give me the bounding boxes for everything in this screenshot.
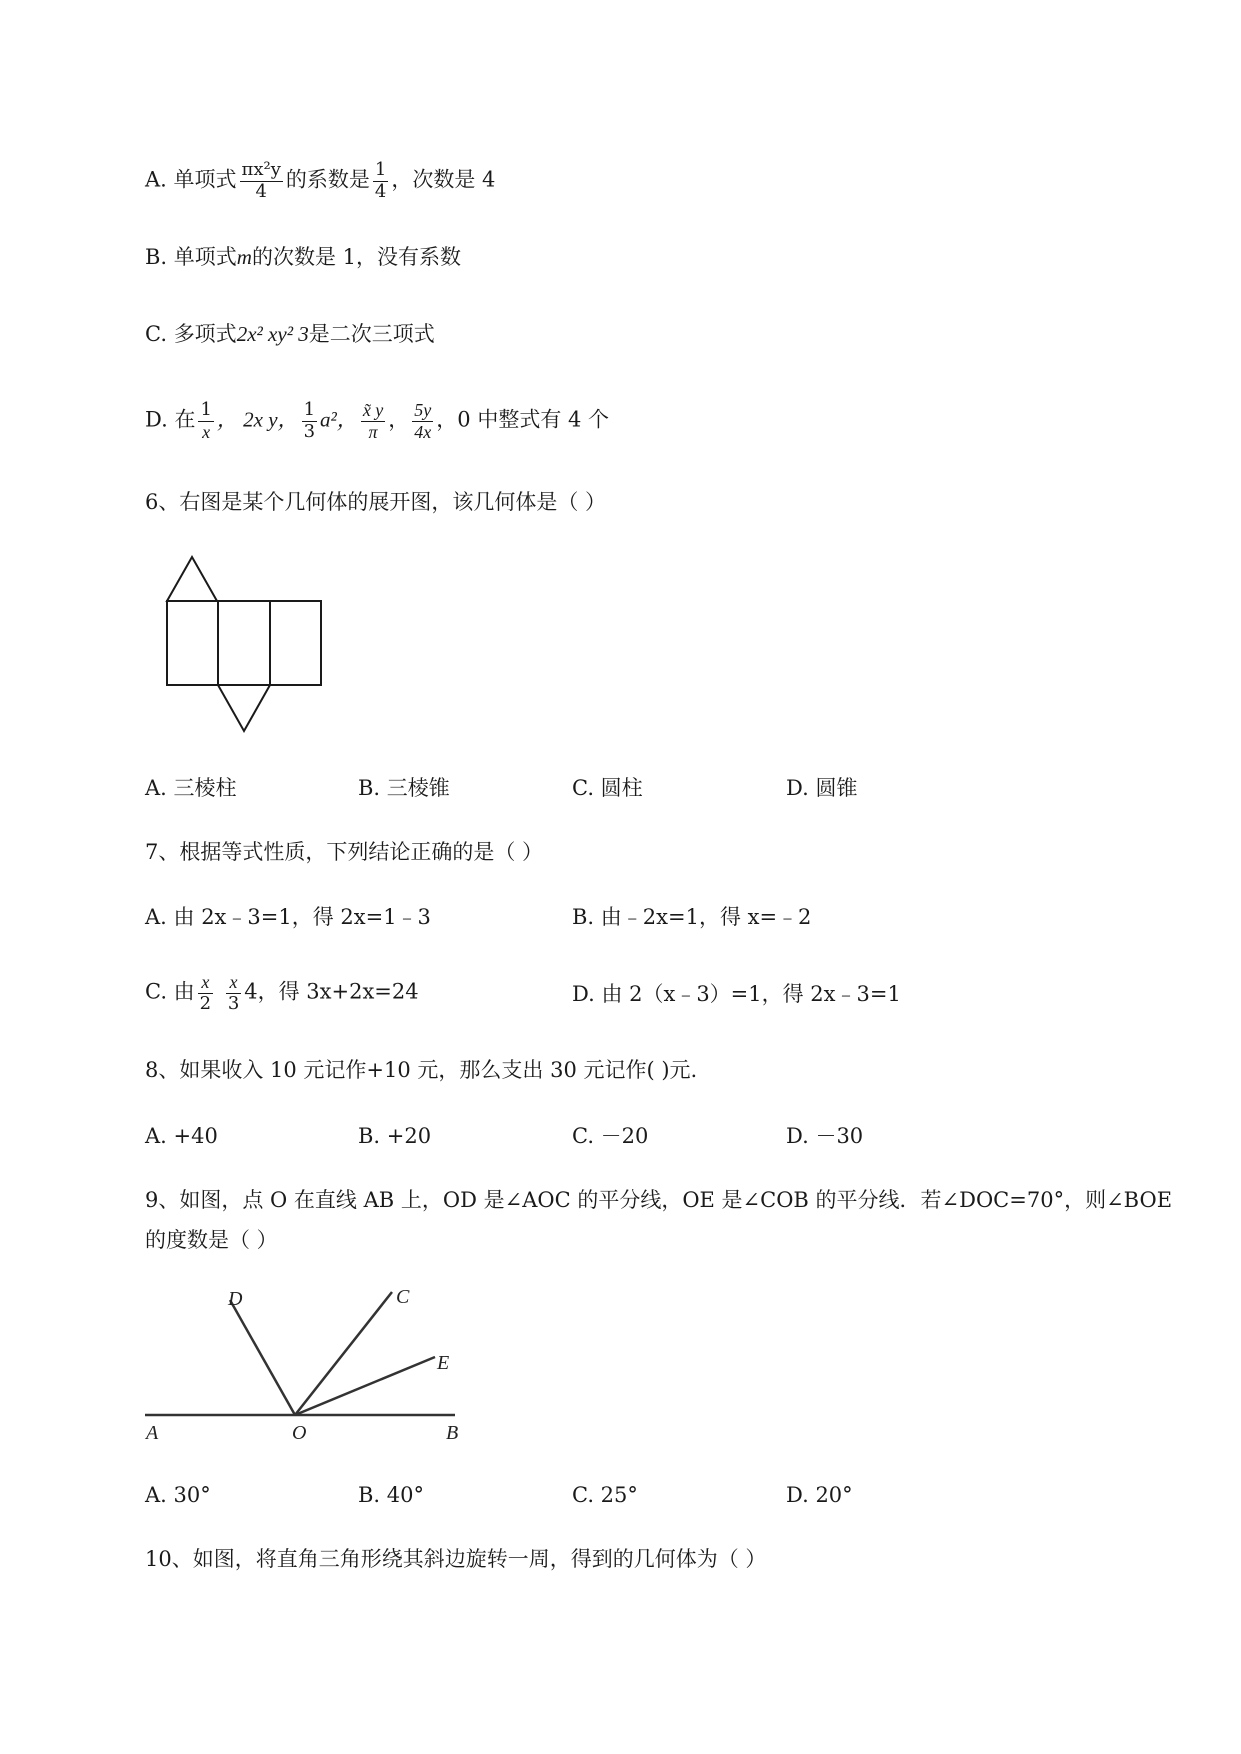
q7-option-d: D. 由 2（x﹣3）=1，得 2x﹣3=1 — [572, 982, 901, 1006]
q7-option-a: A. 由 2x﹣3=1，得 2x=1﹣3 — [145, 905, 431, 929]
q5-a-fraction: $\frac{\text{πx²y}}{4}$ — [241, 159, 281, 202]
q7-c-fraction-1: $\frac{x}{2}$ — [199, 972, 212, 1014]
q6-option-a: A. 三棱柱 — [145, 776, 237, 800]
q9-label-b: B — [446, 1422, 459, 1444]
q8-option-c: C. －20 — [572, 1124, 649, 1148]
q9-label-a: A — [146, 1422, 159, 1444]
q6-net-rect-1 — [167, 601, 218, 685]
q9-option-a: A. 30° — [145, 1483, 211, 1507]
q9-option-b: B. 40° — [358, 1483, 425, 1507]
q9-stem-line-1: 9、如图，点 O 在直线 AB 上，OD 是∠AOC 的平分线，OE 是∠COB 的平分线．若∠DOC=70°，则∠BOE — [145, 1188, 1173, 1212]
q5-d-fraction-5: $\frac{5y}{4x}$ — [414, 400, 432, 442]
q9-option-d: D. 20° — [786, 1483, 853, 1507]
q9-option-c: C. 25° — [572, 1483, 638, 1507]
q6-option-c: C. 圆柱 — [572, 776, 643, 800]
q5-option-c: C. 多项式2x² xy² 3是二次三项式 — [145, 322, 435, 346]
q5-option-b: B. 单项式m的次数是 1，没有系数 — [145, 245, 462, 269]
q9-label-e: E — [437, 1352, 450, 1374]
q6-net-top-triangle — [167, 557, 217, 601]
q5-option-d: D. 在 $\frac{1}{x}$ ， 2x y， $\frac{1}{3}$ a²， $\frac{x̃ y}{\pi}$ ， $\frac{5y}{4x}$ ，0 中整式有 4 个 — [145, 399, 610, 442]
q9-ray-oc — [295, 1292, 392, 1415]
q5-d-fraction-1: $\frac{1}{x}$ — [200, 399, 212, 442]
q5-d-fraction-4: $\frac{x̃ y}{\pi}$ — [362, 400, 384, 442]
q8-option-a: A. +40 — [145, 1124, 218, 1148]
q6-option-b: B. 三棱锥 — [358, 776, 450, 800]
q9-stem-line-2: 的度数是（ ） — [145, 1228, 278, 1252]
q9-label-d: D — [228, 1288, 243, 1310]
q6-net-rect-2 — [218, 601, 270, 685]
q7-option-b: B. 由﹣2x=1，得 x=﹣2 — [572, 905, 812, 929]
q5-d-fraction-3: $\frac{1}{3}$ — [303, 399, 316, 442]
q7-stem: 7、根据等式性质，下列结论正确的是（ ） — [145, 840, 544, 864]
q7-c-fraction-2: $\frac{x}{3}$ — [227, 972, 240, 1014]
q10-stem: 10、如图，将直角三角形绕其斜边旋转一周，得到的几何体为（ ） — [145, 1547, 767, 1571]
q9-label-c: C — [396, 1286, 410, 1308]
q6-net-rect-3 — [270, 601, 321, 685]
q7-option-c: C. 由 $\frac{x}{2}$ $\frac{x}{3}$ 4，得 3x+2x=24 — [145, 972, 419, 1014]
q8-option-b: B. +20 — [358, 1124, 432, 1148]
q8-stem: 8、如果收入 10 元记作+10 元，那么支出 30 元记作( )元. — [145, 1058, 698, 1082]
q5-a-coef-fraction: $\frac{1}{4}$ — [374, 159, 387, 202]
q5-option-a: A. 单项式 $\frac{\text{πx²y}}{4}$ 的系数是 $\frac{1}{4}$ ，次数是 4 — [145, 159, 496, 202]
q9-label-o: O — [292, 1422, 307, 1444]
q9-ray-od — [230, 1300, 295, 1415]
q6-stem: 6、右图是某个几何体的展开图，该几何体是（ ） — [145, 490, 607, 514]
q8-option-d: D. －30 — [786, 1124, 864, 1148]
q6-net-bottom-triangle — [218, 685, 270, 731]
q9-angle-figure — [140, 1285, 470, 1445]
q6-option-d: D. 圆锥 — [786, 776, 858, 800]
q6-net-figure — [160, 555, 330, 740]
q9-ray-oe — [295, 1357, 435, 1415]
